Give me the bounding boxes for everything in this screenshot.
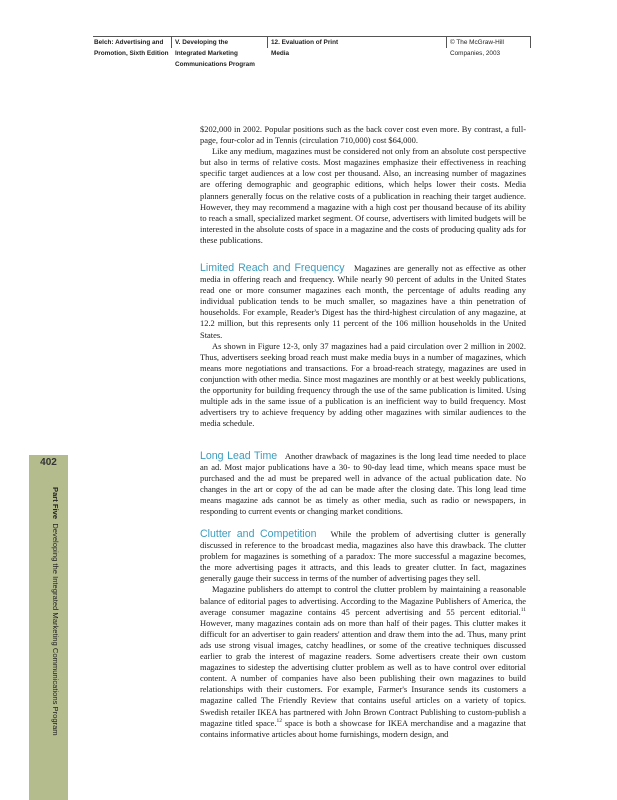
paragraph: Like any medium, magazines must be considered not only from an absolute cost perspective but also in terms of relative costs. Most magazines emphasize their effectiveness in reaching specific target audiences at a low cost per thousand. Also, an increasing number of magazines are offering demographic and geographic editions, which helps lower their costs. Media planners generally focus on the relative costs of a publication in reaching their target audience. However, they may recommend a magazine with a high cost per thousand because of its ability to reach a small, specialized market segment. Of course, advertisers with limited budgets will be interested in the absolute costs of space in a magazine and the costs of producing quality ads for these publications. <box>200 146 526 245</box>
section-heading: Limited Reach and Frequency <box>200 262 345 274</box>
header-book: Belch: Advertising and Promotion, Sixth Edition <box>94 39 169 57</box>
paragraph: As shown in Figure 12-3, only 37 magazines had a paid circulation over 2 million in 2002. Thus, advertisers seeking broad reach must make media buys in a number of magazines, which means more negotiations and transactions. For a broad-reach strategy, magazines are used in conjunction with other media. Since most magazines are monthly or at best weekly publications, the opportunity for building frequency through the use of the same publication is limited. Using multiple ads in the same issue of a publication is an inefficient way to build frequency. Most advertisers try to achieve frequency by adding other magazines with similar audiences to the media schedule. <box>200 340 526 429</box>
paragraph <box>200 263 526 341</box>
header-divider <box>267 36 268 48</box>
header-copyright: © The McGraw-Hill Companies, 2003 <box>450 39 504 57</box>
header-divider <box>171 36 172 48</box>
header-chapter: 12. Evaluation of Print Media <box>271 39 339 57</box>
part-title: Developing the Integrated Marketing Communications Program <box>51 523 60 736</box>
footnote-ref: 12 <box>276 717 282 724</box>
section-heading: Long Lead Time <box>200 450 278 462</box>
sidebar-band <box>29 455 68 800</box>
section-limited-reach <box>200 263 526 429</box>
section-long-lead <box>200 451 526 518</box>
page-number: 402 <box>40 457 57 468</box>
part-label: Part Five <box>51 487 60 520</box>
header-part: V. Developing the Integrated Marketing Communications Program <box>175 39 255 68</box>
section-clutter <box>200 529 526 740</box>
paragraph-text: Magazines are generally not as effective as other media in offering reach and frequency. While nearly 90 percent of adults in the United States read one or more consumer magazines each month, the percentage of adults reading any individual publication tends to be much smaller, so magazines have a thin penetration of households. For example, Reader's Digest has the third-highest circulation of any magazine, at 12.2 million, but this represents only 11 percent of the 106 million households in the United States. <box>200 263 526 340</box>
paragraph: $202,000 in 2002. Popular positions such as the back cover cost even more. By contrast, a full-page, four-color ad in Tennis (circulation 710,000) cost $64,000. <box>200 124 526 146</box>
paragraph-text: While the problem of advertising clutter is generally discussed in reference to the broadcast media, magazines also have this drawback. The clutter problem for magazines is something of a paradox: The more successful a magazine becomes, the more advertising pages it attracts, and this leads to greater clutter. In fact, magazines generally gauge their success in terms of the number of advertising pages they sell. <box>200 529 526 584</box>
paragraph: Magazine publishers do attempt to control the clutter problem by maintaining a reasonable balance of editorial pages to advertising. According to the Magazine Publishers of America, the average consumer magazine contains 45 percent advertising and 55 percent editorial.$^{11}$ However, many magazines contain ads on more than half of their pages. This clutter makes it difficult for an advertiser to gain readers' attention and draw them into the ad. Thus, many print ads use strong visual images, catchy headlines, or some of the creative techniques discussed earlier to grab the interest of magazine readers. Some advertisers create their own custom magazines to sidestep the advertising clutter problem as well as to have control over editorial content. A number of companies have also been publishing their own magazines to build relationships with their customers. For example, Farmer's Insurance sends its customers a magazine called The Friendly Review that contains useful articles on a variety of topics. Swedish retailer IKEA has partnered with John Brown Contract Publishing to custom-publish a magazine titled space.$^{12}$ space is both a showcase for IKEA merchandise and a magazine that contains informative articles about home furnishings, modern design, and <box>200 584 526 739</box>
footnote-ref: 11 <box>520 606 526 613</box>
intro-block <box>200 124 526 246</box>
paragraph <box>200 529 526 584</box>
part-label-vertical <box>51 487 60 736</box>
header-divider <box>530 36 531 48</box>
section-heading: Clutter and Competition <box>200 528 317 540</box>
paragraph <box>200 451 526 518</box>
paragraph-text: Another drawback of magazines is the long lead time needed to place an ad. Most major publications have a 30- to 90-day lead time, which means space must be purchased and the ad must be prepared well in advance of the actual publication date. No changes in the art or copy of the ad can be made after the closing date. This long lead time means magazine ads cannot be as timely as other media, such as radio or newspapers, in responding to current events or changing market conditions. <box>200 451 526 517</box>
header-divider <box>446 36 447 48</box>
